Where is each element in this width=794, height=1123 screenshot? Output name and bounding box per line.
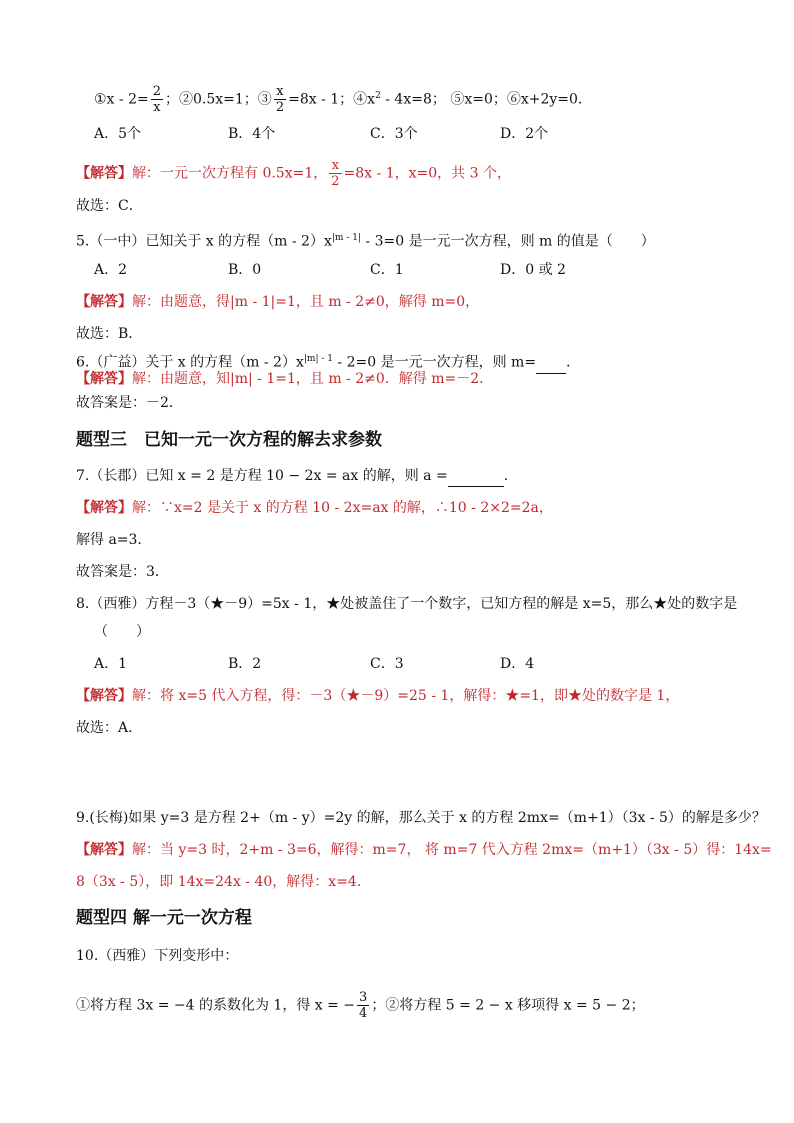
q5-stem: 5.（一中）已知关于 x 的方程$(m - 2)x^{|m - 1|} - 3=0$ 是一元一次方程，则 m 的值是（ ） (76, 233, 655, 250)
q6-stem: 6.（广益）关于 x 的方程$(m - 2)x^{|m| - 1} - 2=0$ 是一元一次方程，则 m= ． (76, 349, 580, 374)
q7-stem: 7.（长郡）已知 x = 2 是方程 10 − 2x = ax 的解，则 a = ． (76, 466, 518, 487)
q8-answer: 【解答】解：将 x=5 代入方程，得：－3（★－9）=25 - 1，解得：★=1，即★处的数字是 1， (76, 688, 680, 704)
q4-option-a: A．5个 (94, 126, 142, 142)
q4-option-d: D．2个 (500, 126, 549, 142)
fraction: $\frac{2}{x}$ (152, 84, 161, 115)
q5-option-d: D．0 或 2 (500, 262, 566, 278)
q4-choice: 故选：C． (76, 198, 143, 214)
q8-option-a: A．1 (94, 656, 128, 672)
q9-stem: 9.(长梅)如果 y=3 是方程 2+（m - y）=2y 的解，那么关于 x 的方程 2mx=（m+1）（3x - 5）的解是多少？ (76, 810, 766, 826)
answer-blank (536, 353, 566, 374)
answer-blank (448, 466, 504, 487)
q10-item: ①将方程 3x = −4 的系数化为 1，得 x = − $\frac{3}{4}$ ；②将方程 5 = 2 − x 移项得 x = 5 − 2； (76, 990, 645, 1021)
q7-final: 故答案是：3． (76, 564, 169, 580)
q8-option-d: D．4 (500, 656, 535, 672)
fraction: $\frac{x}{2}$ (275, 84, 285, 115)
q5-choice: 故选：B． (76, 326, 143, 342)
q5-answer: 【解答】解：由题意，得|m - 1|=1，且 m - 2≠0，解得 m=0， (76, 294, 480, 310)
q8-option-b: B．2 (228, 656, 262, 672)
q8-stem: 8.（西雅）方程－3（★－9）=5x - 1，★处被盖住了一个数字，已知方程的解是 x=5，那么★处的数字是 (76, 596, 738, 612)
q5-option-a: A．2 (94, 262, 128, 278)
q7-answer: 【解答】解：∵x=2 是关于 x 的方程 10 - 2x=ax 的解，∴10 - 2×2=2a， (76, 500, 553, 516)
q5-option-c: C．1 (370, 262, 404, 278)
q7-solve: 解得 a=3． (76, 532, 152, 548)
q10-stem: 10.（西雅）下列变形中： (76, 948, 239, 964)
q4-option-b: B．4个 (228, 126, 276, 142)
q4-equations: ①x - 2= $\frac{2}{x}$ ；②0.5x=1；③ $\frac{x}{2}$ =8x - 1；$④x^2 - 4x=8$； ⑤x=0；⑥x+2y=0． (94, 84, 592, 115)
q8-paren: （ ） (94, 624, 150, 640)
q5-option-b: B．0 (228, 262, 262, 278)
q9-answer: 【解答】解：当 y=3 时，2+m - 3=6，解得：m=7， 将 m=7 代入方程 2mx=（m+1）（3x - 5）得：14x= (76, 842, 772, 858)
q4-option-c: C．3个 (370, 126, 418, 142)
q8-option-c: C．3 (370, 656, 404, 672)
fraction: $\frac{x}{2}$ (331, 158, 340, 189)
q6-final: 故答案是：－2． (76, 395, 183, 411)
q8-choice: 故选：A． (76, 720, 143, 736)
q9-answer-cont: 8（3x - 5），即 14x=24x - 40，解得：x=4． (76, 874, 371, 890)
q6-answer: 【解答】解：由题意，知|m| - 1=1，且 m - 2≠0．解得 m=－2． (76, 371, 494, 387)
section-heading: 题型三 已知一元一次方程的解去求参数 (76, 430, 382, 450)
q4-answer: 【解答】解：一元一次方程有 0.5x=1， $\frac{x}{2}$ =8x - 1，x=0，共 3 个， (76, 158, 511, 189)
fraction: $\frac{3}{4}$ (359, 990, 368, 1021)
section-heading: 题型四 解一元一次方程 (76, 908, 252, 928)
